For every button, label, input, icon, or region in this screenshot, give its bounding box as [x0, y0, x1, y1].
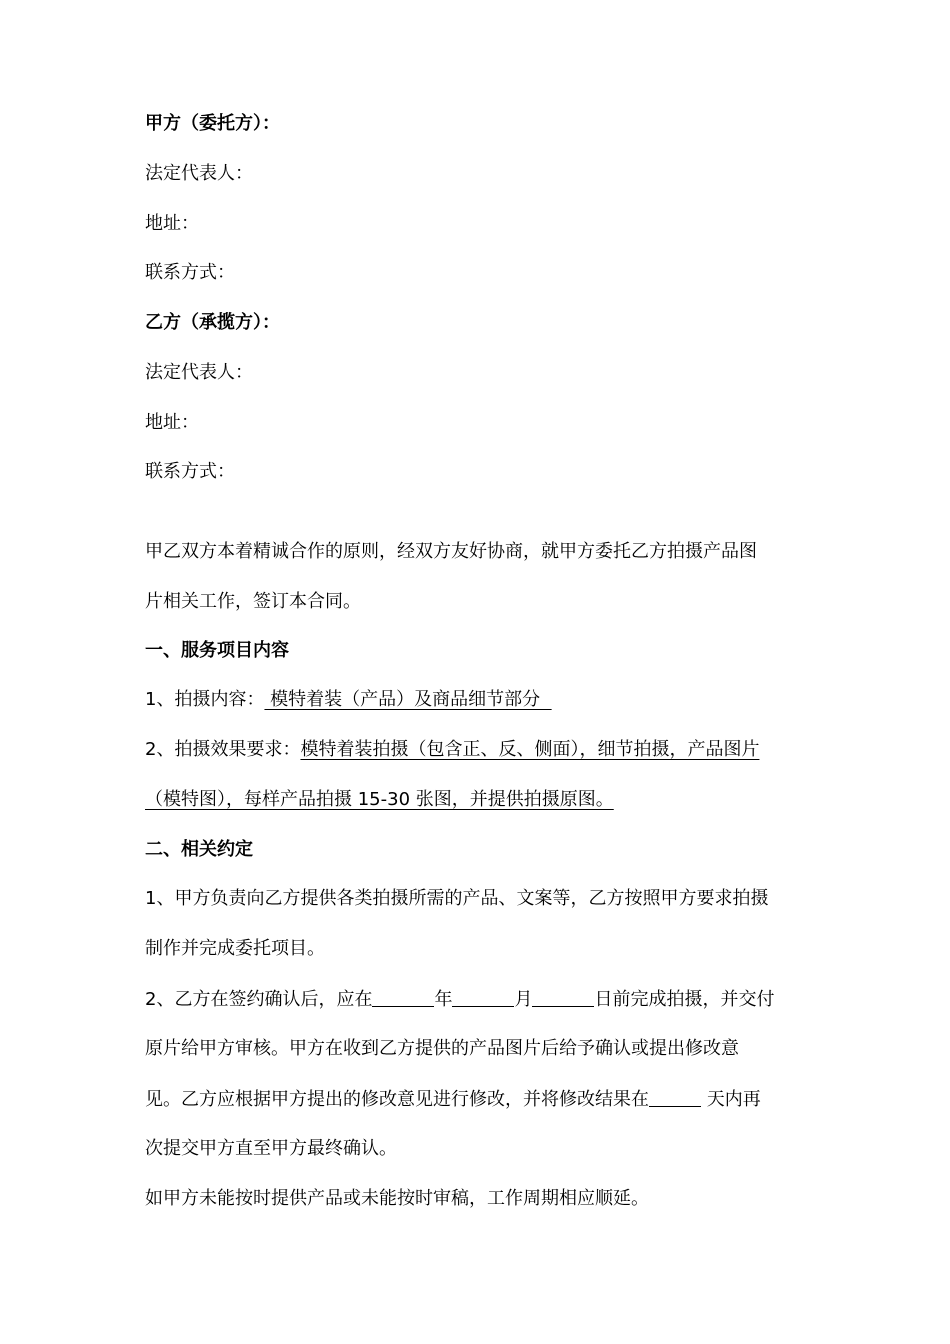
section-2-note: 如甲方未能按时提供产品或未能按时审稿，工作周期相应顺延。 — [145, 1188, 649, 1209]
days-suffix: 天内再 — [701, 1089, 761, 1110]
section-2-item-2-line-2: 原片给甲方审核。甲方在收到乙方提供的产品图片后给予确认或提出修改意 — [145, 1038, 739, 1059]
day-suffix: 日前完成拍摄，并交付 — [594, 989, 775, 1010]
intro-line-1: 甲乙双方本着精诚合作的原则，经双方友好协商，就甲方委托乙方拍摄产品图 — [145, 541, 757, 562]
party-b-contact: 联系方式： — [145, 461, 235, 482]
party-b-address: 地址： — [145, 412, 199, 433]
party-a-contact: 联系方式： — [145, 262, 235, 283]
item-2-label: 2、拍摄效果要求： — [145, 739, 301, 760]
month-label: 月 — [514, 989, 533, 1010]
party-a-heading: 甲方（委托方）： — [145, 113, 280, 134]
section-2-item-2-line-1 — [145, 988, 774, 1011]
item-1-label: 1、拍摄内容： — [145, 689, 265, 710]
section-1-item-1 — [145, 689, 552, 711]
intro-line-2: 片相关工作，签订本合同。 — [145, 591, 361, 612]
item-1-value: 模特着装（产品）及商品细节部分 — [264, 689, 552, 710]
section-1-title: 一、服务项目内容 — [145, 640, 289, 661]
day-blank — [532, 988, 594, 1007]
section-2-item-1-line-1: 1、甲方负责向乙方提供各类拍摄所需的产品、文案等，乙方按照甲方要求拍摄 — [145, 888, 769, 909]
month-blank — [452, 988, 514, 1007]
party-a-address: 地址： — [145, 213, 199, 234]
year-label: 年 — [434, 989, 453, 1010]
item-2-value-line-2: （模特图），每样产品拍摄 15-30 张图，并提供拍摄原图。 — [145, 789, 614, 810]
section-2-item-1-line-2: 制作并完成委托项目。 — [145, 938, 325, 959]
section-2-item-2-line-3 — [145, 1088, 761, 1111]
section-1-item-2-cont — [145, 789, 614, 811]
days-blank — [649, 1088, 701, 1107]
item-2-value-line-1: 模特着装拍摄（包含正、反、侧面），细节拍摄，产品图片 — [300, 739, 760, 760]
revision-text: 见。乙方应根据甲方提出的修改意见进行修改，并将修改结果在 — [145, 1089, 649, 1110]
section-1-item-2 — [145, 739, 759, 761]
section-2-title: 二、相关约定 — [145, 839, 253, 860]
item-2-text: 2、乙方在签约确认后，应在 — [145, 989, 373, 1010]
year-blank — [372, 988, 434, 1007]
party-b-rep: 法定代表人： — [145, 362, 253, 383]
party-b-heading: 乙方（承揽方）： — [145, 312, 280, 333]
section-2-item-2-line-4: 次提交甲方直至甲方最终确认。 — [145, 1138, 397, 1159]
party-a-rep: 法定代表人： — [145, 163, 253, 184]
